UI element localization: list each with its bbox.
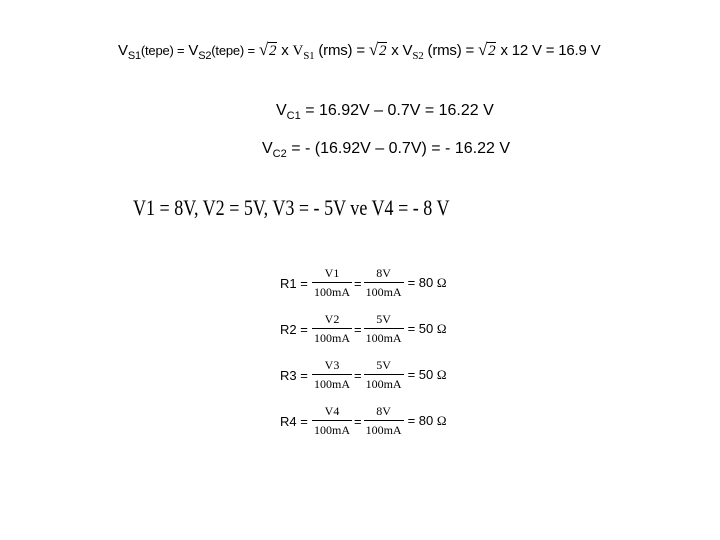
r3-label: R3 = — [280, 367, 308, 383]
vc2-symbol: V — [262, 140, 273, 157]
vc2-subscript: C2 — [272, 148, 287, 160]
vs2-subscript: S2 — [198, 50, 212, 62]
sqrt-two-1: √2 — [258, 40, 277, 59]
times-symbol-1: x — [281, 42, 289, 59]
vc1-symbol: V — [276, 102, 287, 119]
vs1-symbol: V — [118, 42, 128, 59]
ohm-icon: Ω — [436, 275, 447, 290]
vc1-subscript: C1 — [286, 110, 301, 122]
vc1-expression: = 16.92V – 0.7V = 16.22 V — [305, 102, 494, 119]
vc2-expression: = - (16.92V – 0.7V) = - 16.22 V — [291, 140, 510, 157]
r1-fraction-numeric: $\frac{8V}{100mA}$ — [365, 266, 402, 299]
r4-equation — [280, 404, 447, 438]
vs1-tail: (tepe) = — [140, 43, 185, 58]
vs2-tail: (tepe) = — [211, 43, 255, 58]
r3-fraction-numeric: $\frac{5V}{100mA}$ — [365, 358, 402, 391]
equals-sign: = — [354, 321, 362, 337]
r3-equation — [280, 358, 447, 392]
r4-fraction-symbolic: $\frac{V4}{100mA}$ — [314, 404, 350, 437]
vs1-rms-symbol: V — [292, 43, 304, 59]
equals-sign: = — [354, 367, 362, 383]
r3-fraction-symbolic: $\frac{V3}{100mA}$ — [314, 358, 350, 391]
ohm-icon: Ω — [436, 321, 447, 336]
vs1-subscript: S1 — [127, 50, 141, 62]
times-vs2: x V — [391, 42, 413, 59]
r3-result: = 50 Ω — [407, 367, 447, 382]
final-result: x 12 V = 16.9 V — [500, 42, 601, 59]
r2-label: R2 = — [280, 321, 308, 337]
vc2-equation — [262, 140, 510, 160]
peak-voltage-equation — [118, 40, 600, 62]
voltage-values-line: V1 = 8V, V2 = 5V, V3 = - 5V ve V4 = - 8 V — [133, 195, 450, 220]
r4-result: = 80 Ω — [407, 413, 447, 428]
radical-icon: √ — [258, 40, 268, 59]
vc1-equation — [276, 102, 494, 122]
equals-sign: = — [354, 413, 362, 429]
rms-tail-1: (rms) = — [318, 42, 365, 59]
vs1-rms-subscript: S1 — [303, 50, 315, 62]
radical-icon: √ — [368, 40, 378, 59]
vs2-symbol: V — [188, 42, 199, 59]
r2-equation — [280, 312, 447, 346]
r4-fraction-numeric: $\frac{8V}{100mA}$ — [365, 404, 402, 437]
r1-fraction-symbolic: $\frac{V1}{100mA}$ — [314, 266, 350, 299]
r1-label: R1 = — [280, 275, 308, 291]
r2-result: = 50 Ω — [407, 321, 447, 336]
r1-result: = 80 Ω — [407, 275, 447, 290]
ohm-icon: Ω — [436, 413, 447, 428]
r2-fraction-numeric: $\frac{5V}{100mA}$ — [365, 312, 402, 345]
vs2-rms-subscript: S2 — [412, 50, 424, 62]
sqrt-two-3: √2 — [478, 40, 496, 59]
equals-sign: = — [354, 275, 362, 291]
ohm-icon: Ω — [436, 367, 447, 382]
r1-equation — [280, 266, 447, 300]
radical-icon: √ — [478, 40, 488, 59]
rms-tail-2: (rms) = — [427, 42, 475, 59]
r4-label: R4 = — [280, 413, 308, 429]
r2-fraction-symbolic: $\frac{V2}{100mA}$ — [314, 312, 350, 345]
sqrt-two-2: √2 — [368, 40, 387, 59]
